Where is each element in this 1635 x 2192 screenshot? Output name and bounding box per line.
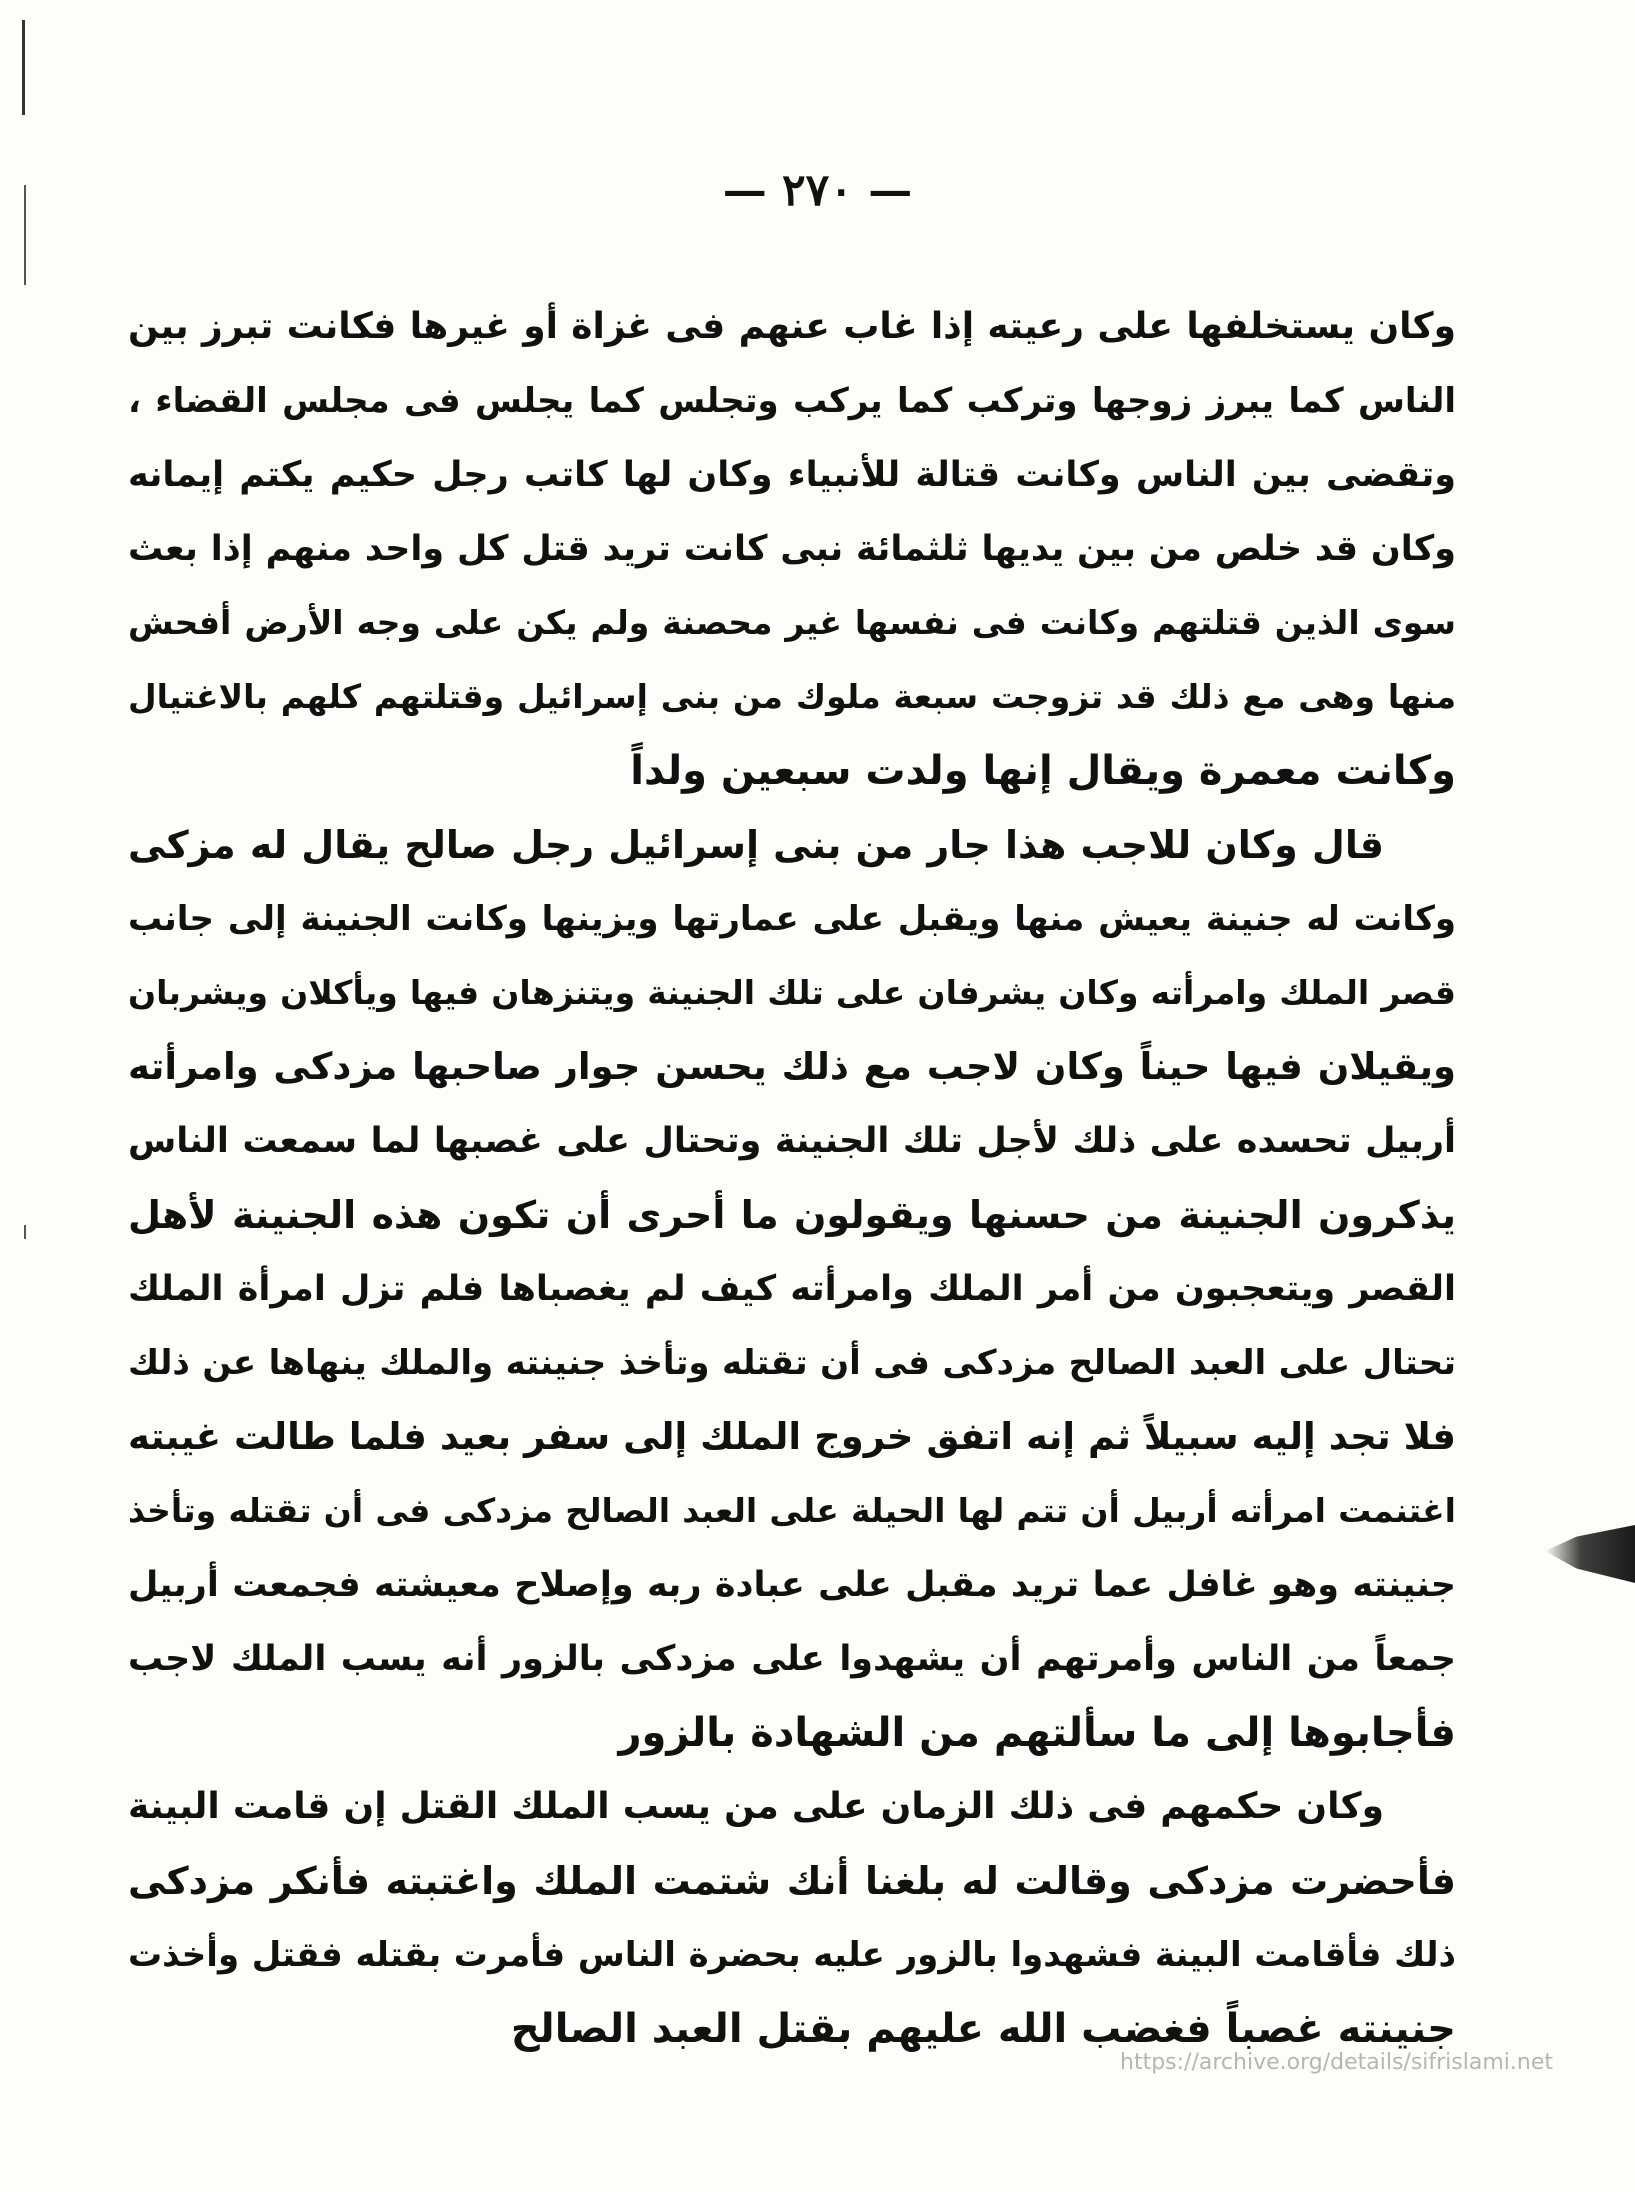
text-line: ويقيلان فيها حيناً وكان لاجب مع ذلك يحسن جوار صاحبها مزدكى وامرأته	[128, 1045, 1456, 1088]
paragraph-1	[128, 290, 1456, 808]
text-line: جمعاً من الناس وأمرتهم أن يشهدوا على مزدكى بالزور أنه يسب الملك لاجب	[128, 1639, 1456, 1679]
text-line: جنينته غصباً فغضب الله عليهم بقتل العبد الصالح	[510, 2006, 1456, 2052]
text-line: قال وكان للاجب هذا جار من بنى إسرائيل رجل صالح يقال له مزكى	[128, 823, 1384, 867]
text-line: أربيل تحسده على ذلك لأجل تلك الجنينة وتحتال على غصبها لما سمعت الناس	[128, 1121, 1456, 1161]
text-line: فلا تجد إليه سبيلاً ثم إنه اتفق خروج الملك إلى سفر بعيد فلما طالت غيبته	[128, 1415, 1456, 1458]
scan-edge-mark	[24, 1225, 26, 1239]
text-line: وكان يستخلفها على رعيته إذا غاب عنهم فى غزاة أو غيرها فكانت تبرز بين	[128, 306, 1456, 347]
scan-edge-mark	[22, 20, 25, 115]
text-line: الناس كما يبرز زوجها وتركب كما يركب وتجلس كما يجلس فى مجلس القضاء ،	[128, 381, 1456, 421]
text-line: قصر الملك وامرأته وكان يشرفان على تلك الجنينة ويتنزهان فيها ويأكلان ويشربان	[128, 973, 1456, 1012]
text-line: اغتنمت امرأته أربيل أن تتم لها الحيلة على العبد الصالح مزدكى فى أن تقتله وتأخذ	[128, 1491, 1456, 1530]
text-line: القصر ويتعجبون من أمر الملك وامرأته كيف لم يغصباها فلم تزل امرأة الملك	[128, 1269, 1456, 1309]
text-line: فأحضرت مزدكى وقالت له بلغنا أنك شتمت الملك واغتبته فأنكر مزدكى	[128, 1859, 1456, 1903]
text-line: وكان قد خلص من بين يديها ثلثمائة نبى كانت تريد قتل كل واحد منهم إذا بعث	[128, 529, 1456, 569]
watermark-url: https://archive.org/details/sifrislami.net	[1120, 2050, 1553, 2075]
text-line: يذكرون الجنينة من حسنها ويقولون ما أحرى أن تكون هذه الجنينة لأهل	[128, 1193, 1456, 1237]
body-text	[128, 290, 1456, 2066]
text-line: وتقضى بين الناس وكانت قتالة للأنبياء وكان لها كاتب رجل حكيم يكتم إيمانه	[128, 455, 1456, 495]
text-line: ذلك فأقامت البينة فشهدوا بالزور عليه بحضرة الناس فأمرت بقتله فقتل وأخذت	[128, 1935, 1456, 1975]
paragraph-3	[128, 1770, 1456, 2066]
text-line: تحتال على العبد الصالح مزدكى فى أن تقتله وتأخذ جنينته والملك ينهاها عن ذلك	[128, 1343, 1456, 1383]
page-number: — ٢٧٠ —	[722, 165, 913, 216]
text-line: وكانت معمرة ويقال إنها ولدت سبعين ولداً	[630, 748, 1456, 794]
page-edge-blot	[1545, 1525, 1635, 1583]
text-line: فأجابوها إلى ما سألتهم من الشهادة بالزور	[618, 1710, 1456, 1756]
paragraph-2	[128, 808, 1456, 1770]
text-line: سوى الذين قتلتهم وكانت فى نفسها غير محصنة ولم يكن على وجه الأرض أفحش	[128, 603, 1456, 642]
text-line: وكان حكمهم فى ذلك الزمان على من يسب الملك القتل إن قامت البينة	[128, 1786, 1384, 1827]
text-line: وكانت له جنينة يعيش منها ويقبل على عمارتها ويزينها وكانت الجنينة إلى جانب	[128, 899, 1456, 939]
text-line: جنينته وهو غافل عما تريد مقبل على عبادة ربه وإصلاح معيشته فجمعت أربيل	[128, 1565, 1456, 1605]
text-line: منها وهى مع ذلك قد تزوجت سبعة ملوك من بنى إسرائيل وقتلتهم كلهم بالاغتيال	[128, 677, 1456, 716]
